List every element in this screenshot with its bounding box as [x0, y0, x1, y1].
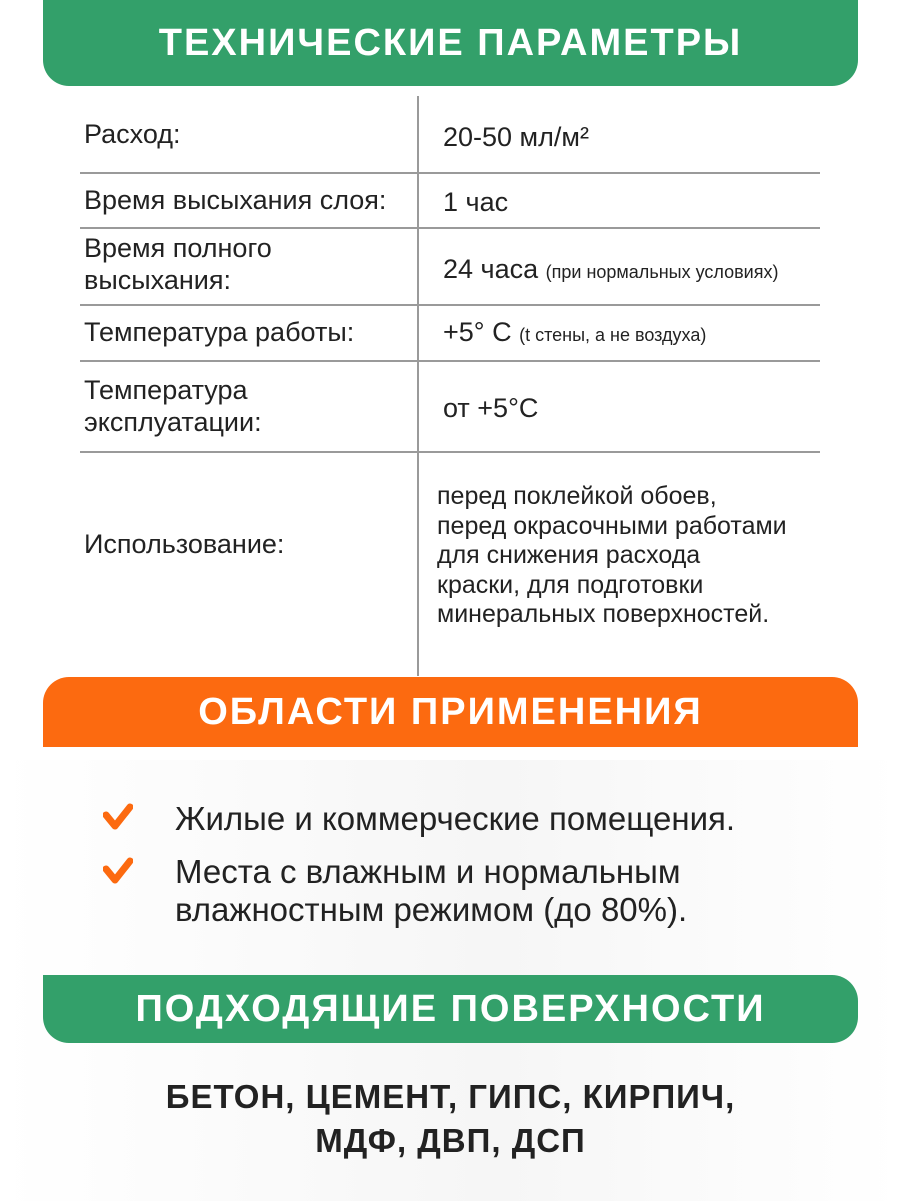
param-label-consumption: Расход: — [84, 119, 181, 149]
table-column-divider — [417, 96, 419, 676]
param-value-full-drying — [443, 253, 823, 288]
param-value-full-drying-note: (при нормальных условиях) — [545, 262, 779, 282]
param-label-full-drying — [84, 232, 414, 296]
param-label-work-temp: Температура работы: — [84, 317, 355, 347]
surfaces-header: ПОДХОДЯЩИЕ ПОВЕРХНОСТИ — [43, 975, 858, 1043]
area-item-humid — [175, 853, 687, 929]
param-value-usage — [437, 482, 837, 630]
param-value-operation-temp: от +5°С — [443, 393, 539, 423]
param-label-full-drying-line2: высыхания: — [84, 265, 231, 295]
usage-line: перед окрасочными работами — [437, 511, 787, 540]
param-value-full-drying-main: 24 часа — [443, 254, 539, 284]
table-row-divider — [80, 227, 820, 229]
param-value-work-temp — [443, 316, 823, 351]
surfaces-line1: БЕТОН, ЦЕМЕНТ, ГИПС, КИРПИЧ, — [165, 1078, 736, 1115]
checkmark-icon — [103, 856, 133, 886]
param-label-layer-drying: Время высыхания слоя: — [84, 185, 387, 215]
area-item-humid-line2: влажностным режимом (до 80%). — [175, 891, 688, 928]
table-row-divider — [80, 451, 820, 453]
surfaces-line2: МДФ, ДВП, ДСП — [315, 1122, 586, 1159]
tech-params-header: ТЕХНИЧЕСКИЕ ПАРАМЕТРЫ — [43, 0, 858, 86]
param-label-operation-temp-line2: эксплуатации: — [84, 407, 262, 437]
param-label-usage: Использование: — [84, 529, 285, 559]
param-value-layer-drying: 1 час — [443, 187, 509, 217]
usage-line: краски, для подготовки — [437, 570, 704, 599]
area-item-residential: Жилые и коммерческие помещения. — [175, 800, 736, 837]
param-value-work-temp-main: +5° C — [443, 317, 512, 347]
usage-line: перед поклейкой обоев, — [437, 482, 717, 510]
param-value-consumption: 20-50 мл/м² — [443, 122, 589, 152]
param-label-operation-temp-line1: Температура — [84, 375, 248, 405]
table-row-divider — [80, 360, 820, 362]
table-row-divider — [80, 172, 820, 174]
usage-line: для снижения расхода — [437, 541, 701, 569]
usage-line: минеральных поверхностей. — [437, 600, 770, 628]
param-label-operation-temp — [84, 374, 414, 438]
areas-header: ОБЛАСТИ ПРИМЕНЕНИЯ — [43, 677, 858, 747]
checkmark-icon — [103, 802, 133, 832]
area-item-humid-line1: Места с влажным и нормальным — [175, 853, 681, 890]
table-row-divider — [80, 304, 820, 306]
param-label-full-drying-line1: Время полного — [84, 233, 272, 263]
param-value-work-temp-note: (t стены, а не воздуха) — [519, 325, 707, 345]
